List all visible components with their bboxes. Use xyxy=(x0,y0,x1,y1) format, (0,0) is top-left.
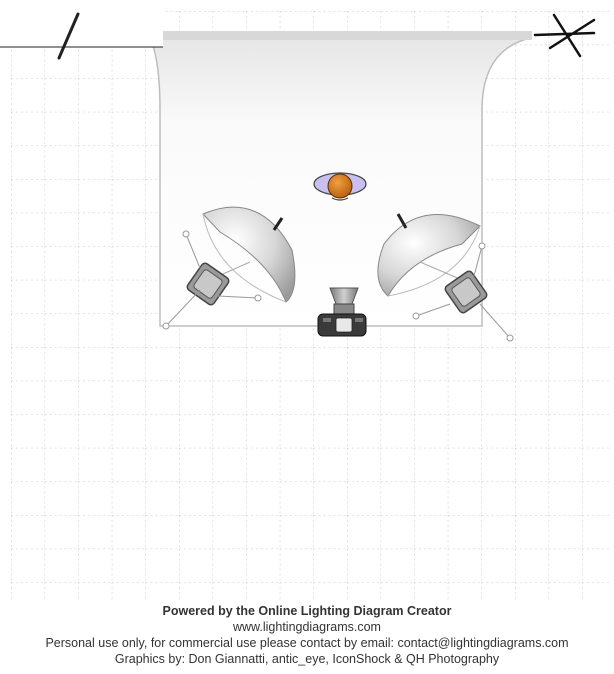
credits-text: Graphics by: Don Giannatti, antic_eye, IconShock & QH Photography xyxy=(114,652,500,666)
powered-by-text: Powered by the Online Lighting Diagram Creator xyxy=(162,604,452,618)
corner-overlay xyxy=(0,0,163,47)
footer xyxy=(0,603,614,667)
license-text: Personal use only, for commercial use please contact by email: contact@lightingdiagrams.com xyxy=(45,636,569,650)
website-text: www.lightingdiagrams.com xyxy=(233,620,381,634)
